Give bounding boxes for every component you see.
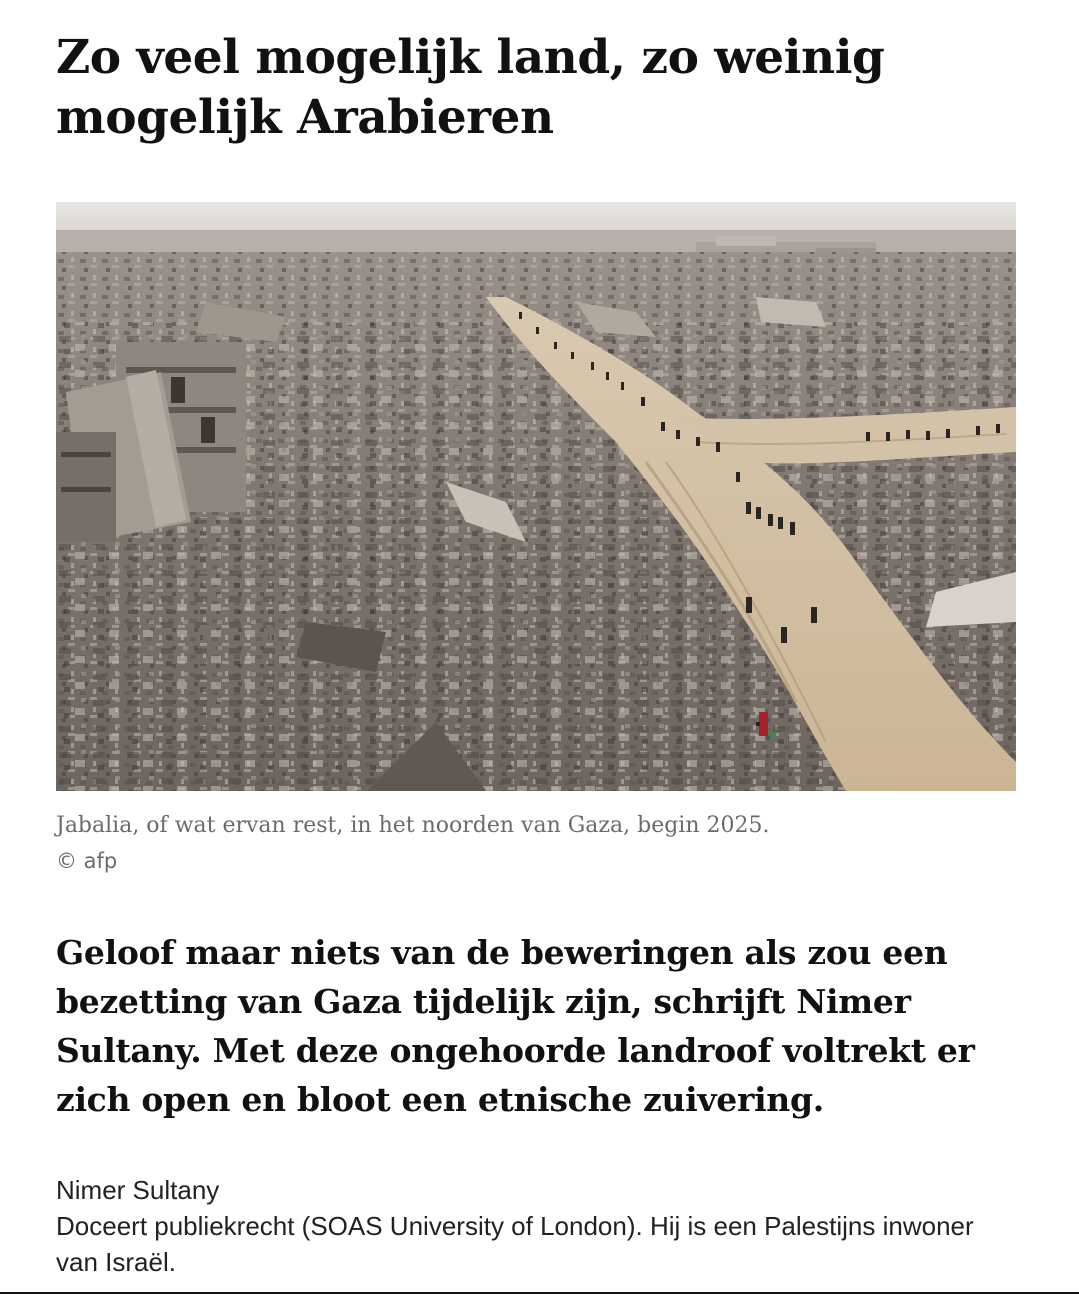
article-lead: Geloof maar niets van de beweringen als zou een bezetting van Gaza tijdelijk zijn, schrijft Nimer Sultany. Met deze ongehoorde landroof voltrekt er zich open en bloot een etnische zuivering. bbox=[56, 933, 975, 1119]
author-name[interactable]: Nimer Sultany bbox=[56, 1175, 220, 1205]
article-photo bbox=[56, 202, 1016, 791]
bottom-divider bbox=[0, 1292, 1079, 1294]
article-headline: Zo veel mogelijk land, zo weinig mogelijk Arabieren bbox=[56, 30, 885, 145]
photo-credit: © afp bbox=[56, 849, 118, 873]
author-bio: Doceert publiekrecht (SOAS University of London). Hij is een Palestijns inwoner van Israël. bbox=[56, 1211, 974, 1277]
rubble-landscape-illustration bbox=[56, 202, 1016, 791]
photo-caption: Jabalia, of wat ervan rest, in het noorden van Gaza, begin 2025. bbox=[56, 813, 770, 838]
